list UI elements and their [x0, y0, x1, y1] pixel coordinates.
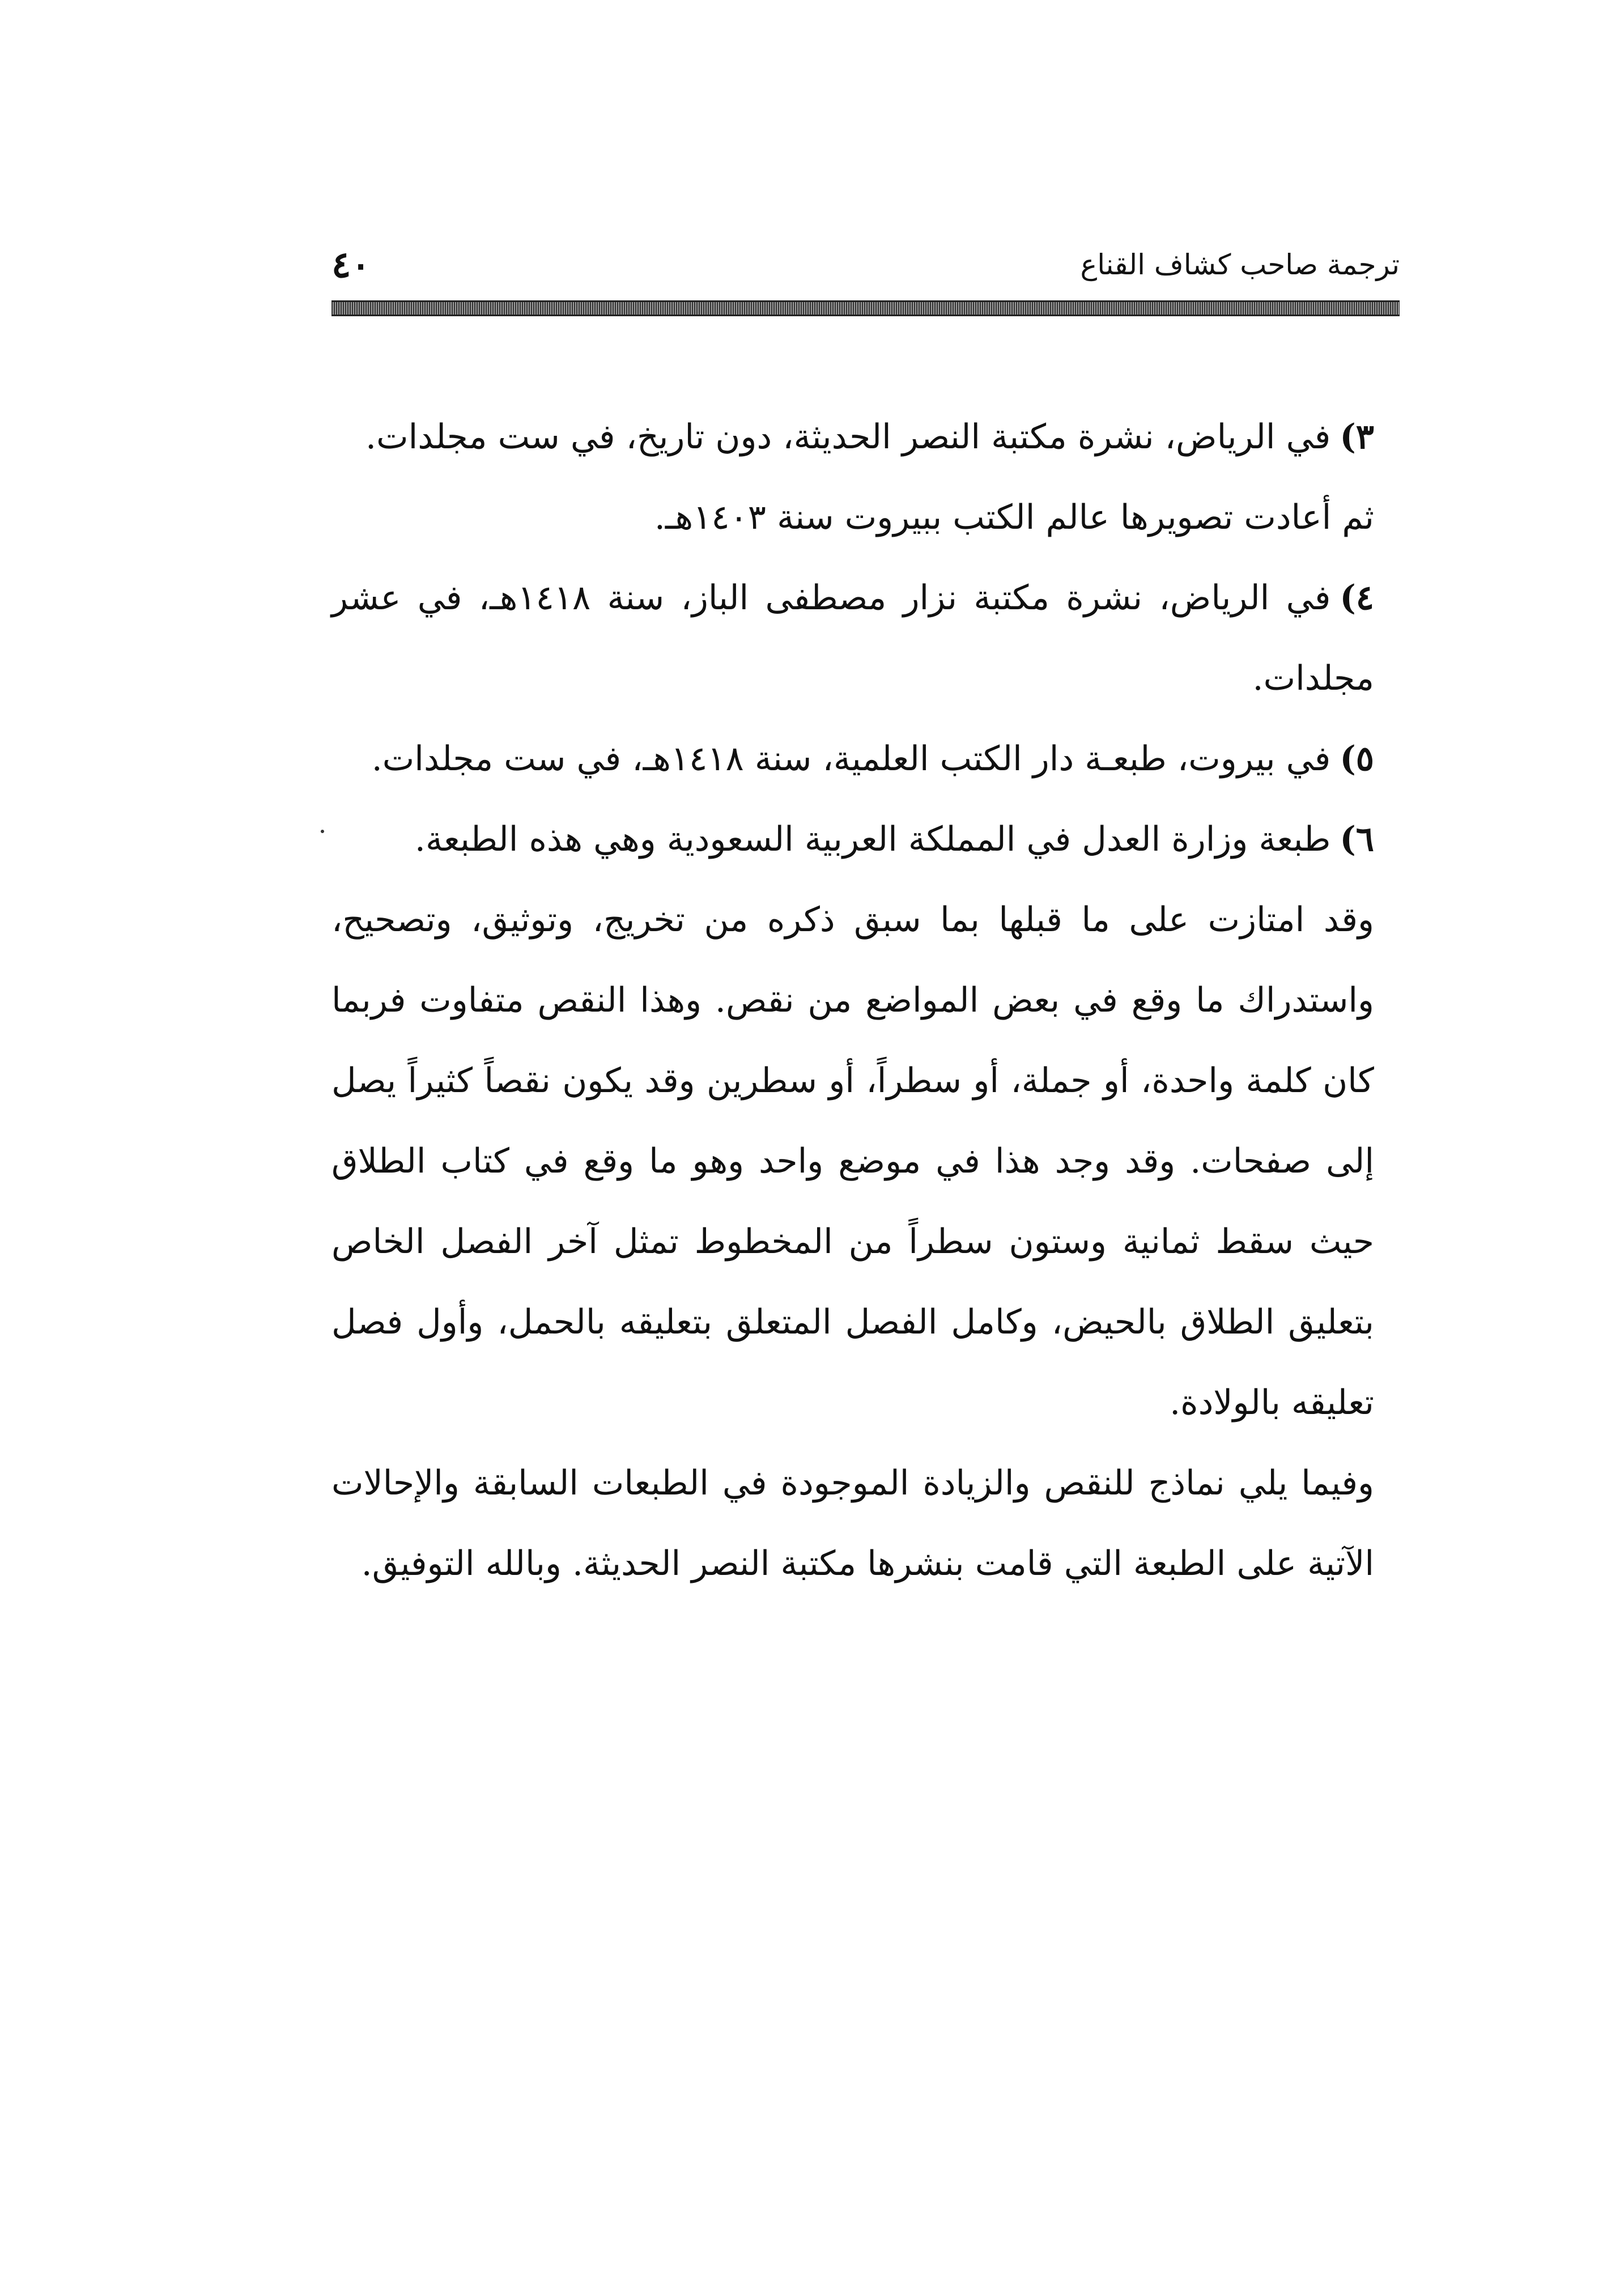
list-item-text: في الرياض، نشرة مكتبة نزار مصطفى الباز، سنة ١٤١٨هـ، في عشر مجلدات. [331, 578, 1374, 698]
list-item-number: ٤) [1340, 578, 1374, 618]
list-item-text: طبعة وزارة العدل في المملكة العربية السعودية وهي هذه الطبعة. [414, 819, 1331, 859]
list-item-text: في بيروت، طبعـة دار الكتب العلمية، سنة ١٤١٨هـ، في ست مجلدات. [371, 739, 1331, 779]
page-number: ٤٠ [331, 244, 371, 286]
list-item-continuation [331, 477, 1374, 558]
stray-mark [321, 830, 324, 833]
list-item-text: في الرياض، نشرة مكتبة النصر الحديثة، دون تاريخ، في ست مجلدات. [365, 417, 1331, 457]
list-item-number: ٣) [1340, 417, 1374, 457]
list-item [331, 397, 1374, 477]
list-item [331, 799, 1374, 880]
body-paragraph: وقد امتازت على ما قبلها بما سبق ذكره من تخريج، وتوثيق، وتصحيح، واستدراك ما وقع في بعض المواضع من نقص. وهذا النقص متفاوت فربما كان كلمة واحدة، أو جملة، أو سطراً، أو سطرين وقد يكون نقصاً كثيراً يصل إلى صفحات. وقد وجد هذا في موضع واحد وهو ما وقع في كتاب الطلاق حيث سقط ثمانية وستون سطراً من المخطوط تمثل آخر الفصل الخاص بتعليق الطلاق بالحيض، وكامل الفصل المتعلق بتعليقه بالحمل، وأول فصل تعليقه بالولادة. [331, 900, 1374, 1422]
header-rule-divider [331, 300, 1400, 316]
list-item [331, 558, 1374, 719]
running-title: ترجمة صاحب كشاف القناع [1080, 248, 1400, 281]
list-item-number: ٦) [1340, 819, 1374, 859]
running-head [331, 243, 1400, 288]
body-paragraph: وفيما يلي نماذج للنقص والزيادة الموجودة في الطبعات السابقة والإحالات الآتية على الطبعة التي قامت بنشرها مكتبة النصر الحديثة. وبالله التوفيق. [331, 1463, 1374, 1583]
page-body [331, 397, 1374, 1604]
list-item-continuation-text: ثم أعادت تصويرها عالم الكتب ببيروت سنة ١٤٠٣هـ. [654, 498, 1374, 537]
list-item [331, 719, 1374, 799]
list-item-number: ٥) [1340, 739, 1374, 779]
